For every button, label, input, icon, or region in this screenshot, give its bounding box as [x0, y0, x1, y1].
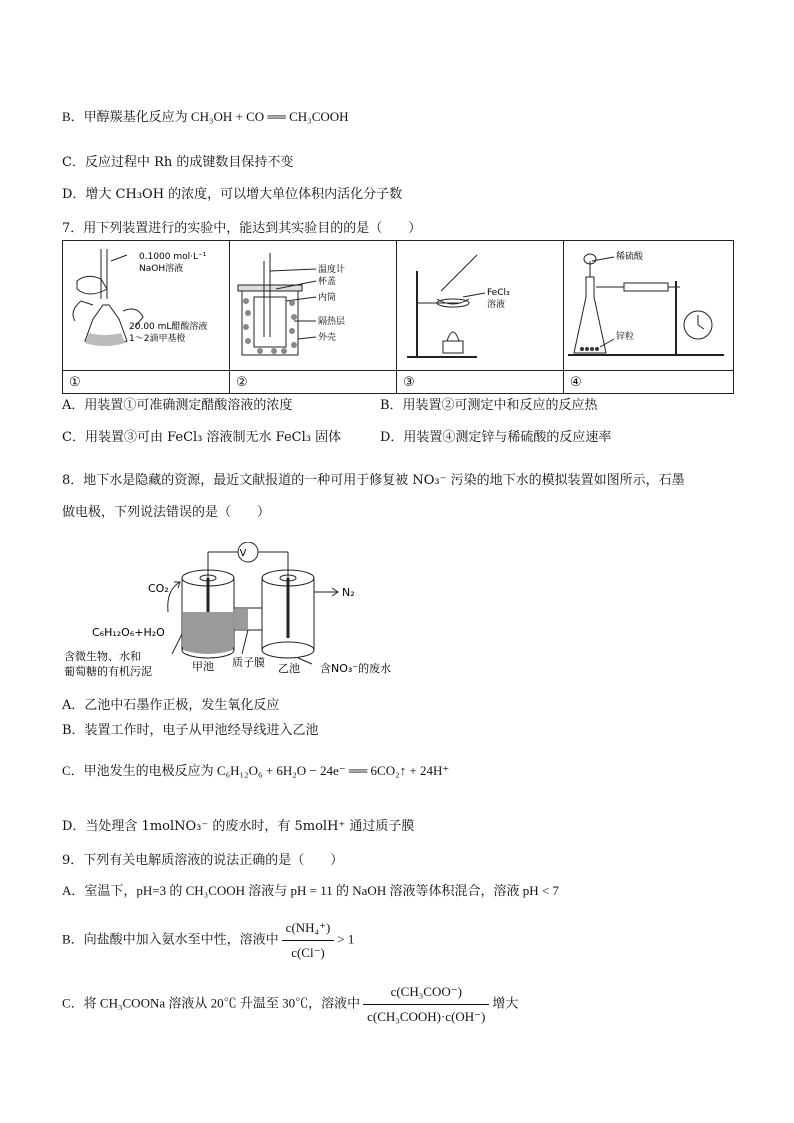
q8-stem-line2: 做电极，下列说法错误的是（ ） — [62, 505, 271, 520]
svg-text:杯盖: 杯盖 — [318, 277, 337, 287]
svg-text:NaOH溶液: NaOH溶液 — [139, 264, 184, 274]
q8-option-b: B．装置工作时，电子从甲池经导线进入乙池 — [62, 723, 319, 738]
q6-option-c: C．反应过程中 Rh 的成键数目保持不变 — [62, 155, 294, 170]
svg-text:含NO₃⁻的废水: 含NO₃⁻的废水 — [320, 662, 392, 675]
q8-option-d: D．当处理含 1molNO₃⁻ 的废水时，有 5molH⁺ 通过质子膜 — [62, 819, 415, 834]
svg-text:内筒: 内筒 — [318, 293, 337, 303]
q7-option-b: B．用装置②可测定中和反应的反应热 — [380, 398, 598, 413]
q8-option-c: C．甲池发生的电极反应为 C₆H₁₂O₆ + 6H₂O − 24e⁻ ══ 6CO₂↑ + 24H⁺ — [62, 763, 450, 778]
q6-option-b: B．甲醇羰基化反应为 CH₃OH + CO ══ CH₃COOH — [62, 109, 349, 124]
ratio-ammonium-chloride: $\frac{\text{c(NH₄⁺)}}{c(Cl^-)}$ — [282, 918, 335, 963]
svg-text:隔热层: 隔热层 — [318, 317, 346, 327]
q7-apparatus-table — [62, 240, 734, 394]
svg-text:葡萄糖的有机污泥: 葡萄糖的有机污泥 — [64, 665, 152, 678]
q9-stem: 9．下列有关电解质溶液的说法正确的是（ ） — [62, 853, 344, 868]
q7-option-a: A．用装置①可准确测定醋酸溶液的浓度 — [62, 398, 293, 413]
svg-text:含微生物、水和: 含微生物、水和 — [64, 650, 141, 663]
apparatus-3-label: ③ — [397, 371, 564, 394]
q7-option-c: C．用装置③可由 FeCl₃ 溶液制无水 FeCl₃ 固体 — [62, 430, 342, 445]
q7-option-d: D．用装置④测定锌与稀硫酸的反应速率 — [380, 430, 612, 445]
q9-option-a: A．室温下，pH=3 的 CH₃COOH 溶液与 pH = 11 的 NaOH 溶液等体积混合，溶液 pH < 7 — [62, 883, 559, 898]
svg-text:稀硫酸: 稀硫酸 — [616, 252, 644, 262]
q9-option-b: B．向盐酸中加入氨水至中性，溶液中 $\frac{\text{c(NH₄⁺)}}{c(Cl^-)}$ > 1 — [62, 918, 354, 963]
apparatus-4-cell — [564, 241, 734, 371]
svg-text:外壳: 外壳 — [318, 333, 337, 343]
svg-text:V: V — [239, 548, 247, 559]
apparatus-2-cell — [230, 241, 397, 371]
evaporation-figure — [397, 241, 563, 366]
svg-text:FeCl₃: FeCl₃ — [487, 288, 510, 298]
svg-text:0.1000 mol·L⁻¹: 0.1000 mol·L⁻¹ — [139, 252, 207, 262]
svg-text:乙池: 乙池 — [278, 662, 300, 675]
svg-text:N₂: N₂ — [342, 586, 355, 599]
apparatus-1-cell — [63, 241, 230, 371]
svg-text:1～2滴甲基橙: 1～2滴甲基橙 — [129, 334, 186, 344]
q7-stem: 7．用下列装置进行的实验中，能达到其实验目的的是（ ） — [62, 221, 422, 236]
svg-text:C₆H₁₂O₆+H₂O: C₆H₁₂O₆+H₂O — [92, 626, 165, 639]
apparatus-2-label: ② — [230, 371, 397, 394]
svg-text:溶液: 溶液 — [487, 300, 506, 310]
svg-text:温度计: 温度计 — [318, 265, 346, 275]
svg-text:CO₂: CO₂ — [148, 582, 169, 595]
svg-text:质子膜: 质子膜 — [232, 656, 265, 669]
reaction-rate-figure — [564, 241, 733, 366]
svg-text:锌粒: 锌粒 — [616, 332, 635, 342]
svg-text:20.00 mL醋酸溶液: 20.00 mL醋酸溶液 — [129, 322, 208, 332]
apparatus-3-cell — [397, 241, 564, 371]
ratio-acetate-hydrolysis: $\frac{\text{c(CH₃COO⁻)}}{\text{c(CH₃COOH)·c(OH⁻)}}$ — [363, 982, 489, 1027]
svg-text:甲池: 甲池 — [192, 660, 214, 673]
q9-option-c: C．将 CH₃COONa 溶液从 20℃ 升温至 30℃，溶液中 $\frac{\text{c(CH₃COO⁻)}}{\text{c(CH₃COOH)·c(OH⁻)}}$ 增大 — [62, 982, 518, 1027]
apparatus-4-label: ④ — [564, 371, 734, 394]
q8-stem-line1: 8．地下水是隐藏的资源，最近文献报道的一种可用于修复被 NO₃⁻ 污染的地下水的模拟装置如图所示，石墨 — [62, 473, 685, 488]
electrochemical-cell-figure — [62, 542, 422, 687]
q6-option-d: D．增大 CH₃OH 的浓度，可以增大单位体积内活化分子数 — [62, 187, 403, 202]
q8-option-a: A．乙池中石墨作正极，发生氧化反应 — [62, 698, 280, 713]
apparatus-1-label: ① — [63, 371, 230, 394]
calorimeter-figure — [230, 241, 396, 366]
titration-figure — [63, 241, 229, 366]
